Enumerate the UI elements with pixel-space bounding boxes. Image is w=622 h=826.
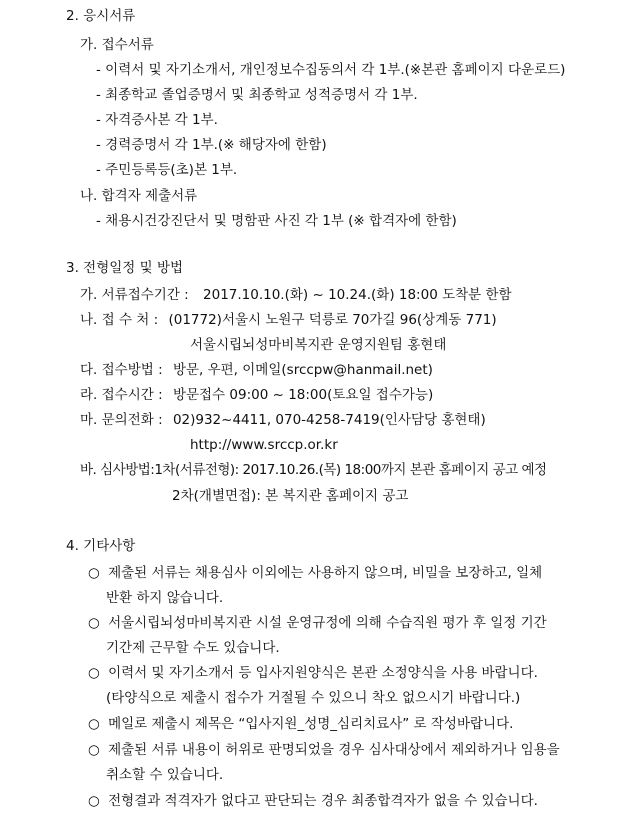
circle-bullet-icon: ○: [88, 716, 100, 732]
section-3-heading: 3. 전형일정 및 방법: [66, 260, 184, 276]
schedule-row-address: [80, 311, 497, 329]
schedule-label: 바. 심사방법:: [80, 462, 155, 478]
doc-item: - 자격증사본 각 1부.: [96, 112, 218, 128]
doc-item: - 경력증명서 각 1부.(※ 해당자에 한함): [96, 137, 327, 153]
section-4-heading: 4. 기타사항: [66, 538, 136, 554]
submission-docs-heading: 가. 접수서류: [80, 37, 154, 53]
doc-item: - 최종학교 졸업증명서 및 최종학교 성적증명서 각 1부.: [96, 87, 418, 103]
notice-text: 이력서 및 자기소개서 등 입사지원양식은 본관 소정양식을 사용 바랍니다.: [108, 665, 538, 681]
schedule-value: 02)932~4411, 070-4258-7419(인사담당 홍현태): [172, 412, 486, 428]
schedule-value: 2017.10.10.(화) ~ 10.24.(화) 18:00 도착분 한함: [203, 287, 512, 303]
schedule-label: 다. 접수방법 :: [80, 362, 163, 378]
schedule-row-review: [80, 461, 547, 479]
notice-text: 제출된 서류 내용이 허위로 판명되었을 경우 심사대상에서 제외하거나 임용을: [108, 742, 560, 758]
schedule-label: 나. 접 수 처 :: [80, 312, 159, 328]
notice-text-continued: 반환 하지 않습니다.: [106, 590, 224, 606]
doc-item: - 이력서 및 자기소개서, 개인정보수집동의서 각 1부.(※본관 홈페이지 다운로드): [96, 62, 566, 78]
notice-item: [88, 614, 547, 632]
circle-bullet-icon: ○: [88, 615, 100, 631]
notice-text: 전형결과 적격자가 없다고 판단되는 경우 최종합격자가 없을 수 있습니다.: [108, 793, 538, 809]
schedule-label: 라. 접수시간 :: [80, 387, 163, 403]
schedule-row-period: [80, 286, 512, 304]
notice-text-continued: 취소할 수 있습니다.: [106, 767, 224, 783]
schedule-row-method: [80, 361, 433, 379]
schedule-value-continued: 서울시립뇌성마비복지관 운영지원팀 홍현태: [190, 337, 447, 353]
notice-item: [88, 715, 513, 733]
passer-docs-heading: 나. 합격자 제출서류: [80, 188, 198, 204]
doc-item: - 주민등록등(초)본 1부.: [96, 162, 238, 178]
homepage-url: http://www.srccp.or.kr: [190, 437, 338, 453]
notice-text-continued: (타양식으로 제출시 접수가 거절될 수 있으니 착오 없으시기 바랍니다.): [106, 690, 521, 706]
schedule-value: 방문접수 09:00 ~ 18:00(토요일 접수가능): [172, 387, 434, 403]
schedule-label: 마. 문의전화 :: [80, 412, 163, 428]
doc-item: - 채용시건강진단서 및 명함판 사진 각 1부 (※ 합격자에 한함): [96, 213, 457, 229]
schedule-label: 가. 서류접수기간 :: [80, 287, 189, 303]
schedule-row-hours: [80, 386, 433, 404]
notice-text: 메일로 제출시 제목은 “입사지원_성명_심리치료사” 로 작성바랍니다.: [108, 716, 514, 732]
notice-item: [88, 664, 538, 682]
circle-bullet-icon: ○: [88, 665, 100, 681]
notice-item: [88, 564, 542, 582]
schedule-value-continued: 2차(개별면접): 본 복지관 홈페이지 공고: [172, 488, 409, 504]
schedule-value: 방문, 우편, 이메일(srccpw@hanmail.net): [172, 362, 433, 378]
notice-item: [88, 741, 560, 759]
notice-text: 서울시립뇌성마비복지관 시설 운영규정에 의해 수습직원 평가 후 일정 기간: [108, 615, 547, 631]
notice-text-continued: 기간제 근무할 수도 있습니다.: [106, 640, 280, 656]
notice-text: 제출된 서류는 채용심사 이외에는 사용하지 않으며, 비밀을 보장하고, 일체: [108, 565, 543, 581]
notice-item: [88, 792, 538, 810]
section-2-heading: 2. 응시서류: [66, 8, 136, 24]
schedule-row-phone: [80, 411, 486, 429]
circle-bullet-icon: ○: [88, 742, 100, 758]
schedule-value: 1차(서류전형): 2017.10.26.(목) 18:00까지 본관 홈페이지 공고 예정: [154, 462, 547, 478]
schedule-value: (01772)서울시 노원구 덕릉로 70가길 96(상계동 771): [168, 312, 497, 328]
circle-bullet-icon: ○: [88, 565, 100, 581]
circle-bullet-icon: ○: [88, 793, 100, 809]
